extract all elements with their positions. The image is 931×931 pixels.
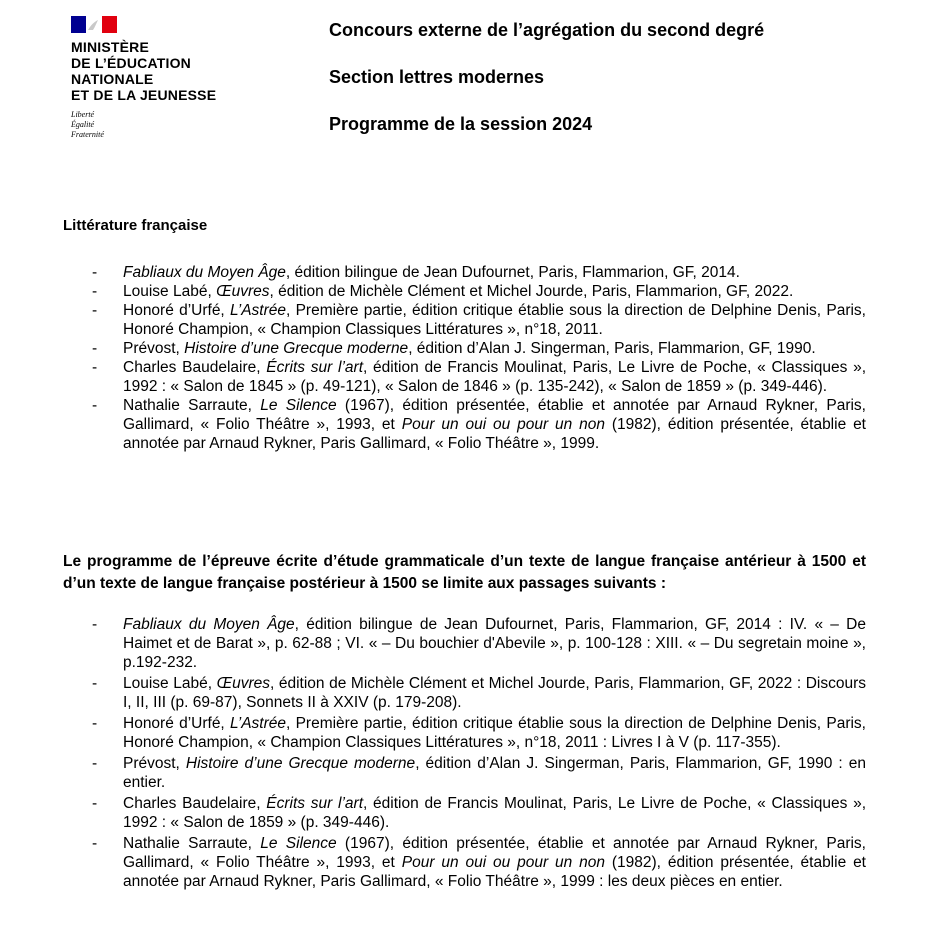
item-author: Nathalie Sarraute,	[123, 397, 261, 414]
item-title: Écrits sur l’art	[266, 795, 364, 812]
item-details: (1967), édition présentée, établie et annotée par Arnaud Rykner, Paris, Gallimard, « Folio Théâtre », 1993, et	[123, 397, 866, 433]
item-details: , édition de Francis Moulinat, Paris, Le Livre de Poche, « Classiques », 1992 : « Salon de 1859 » (p. 349-446).	[123, 795, 866, 831]
list-bullet: -	[92, 795, 98, 812]
grammaire-list	[92, 615, 866, 893]
list-bullet: -	[92, 264, 98, 281]
list-bullet: -	[92, 359, 98, 376]
document-header	[329, 18, 764, 159]
item-author: Charles Baudelaire,	[123, 359, 267, 376]
item-title: Pour un oui ou pour un non	[401, 416, 605, 433]
list-bullet: -	[92, 283, 98, 300]
item-title: Œuvres	[216, 283, 270, 300]
item-details: , Première partie, édition critique établie sous la direction de Delphine Denis, Paris, Honoré Champion, « Champion Classiques Littératures », n°18, 2011.	[123, 302, 866, 338]
grammaire-list-item	[92, 794, 866, 832]
litterature-list-item	[92, 301, 866, 339]
item-details: , édition de Michèle Clément et Michel Jourde, Paris, Flammarion, GF, 2022 : Discours I, II, III (p. 69-87), Sonnets II à XXIV (p. 179-208).	[123, 675, 867, 711]
item-title: Fabliaux du Moyen Âge	[123, 616, 295, 633]
item-author: Louise Labé,	[123, 675, 217, 692]
item-details: (1982), édition présentée, établie et annotée par Arnaud Rykner, Paris Gallimard, « Folio Théâtre », 1999.	[123, 416, 866, 452]
list-bullet: -	[92, 302, 98, 319]
marianne-flag-icon	[71, 16, 117, 33]
program-session: Programme de la session 2024	[329, 114, 593, 134]
litterature-list-item	[92, 396, 866, 453]
item-title: Fabliaux du Moyen Âge	[123, 264, 286, 281]
item-author: Honoré d’Urfé,	[123, 715, 230, 732]
section-heading-litterature: Littérature française	[63, 217, 208, 234]
list-bullet: -	[92, 755, 98, 772]
ministry-line: NATIONALE	[71, 71, 154, 87]
item-title: L’Astrée	[230, 302, 287, 319]
motto-line: Fraternité	[71, 130, 104, 139]
item-author: Louise Labé,	[123, 283, 217, 300]
item-author: Nathalie Sarraute,	[123, 835, 261, 852]
ministry-line: DE L’ÉDUCATION	[71, 55, 191, 71]
item-title: Histoire d’une Grecque moderne	[185, 755, 416, 772]
grammaire-list-item	[92, 674, 866, 712]
item-title: Le Silence	[260, 397, 337, 414]
item-author: Prévost,	[123, 755, 186, 772]
litterature-list-item	[92, 358, 866, 396]
list-bullet: -	[92, 675, 98, 692]
grammaire-list-item	[92, 834, 866, 891]
document-title: Concours externe de l’agrégation du second degré	[329, 20, 765, 40]
item-details: , édition de Francis Moulinat, Paris, Le Livre de Poche, « Classiques », 1992 : « Salon de 1845 » (p. 49-121), « Salon de 1846 » (p. 135-242), « Salon de 1859 » (p. 349-446).	[123, 359, 866, 395]
motto-line: Liberté	[71, 110, 95, 119]
item-author: Charles Baudelaire,	[123, 795, 267, 812]
item-title: Le Silence	[260, 835, 337, 852]
item-title: Pour un oui ou pour un non	[401, 854, 605, 871]
republic-motto	[71, 110, 104, 140]
list-bullet: -	[92, 616, 98, 633]
litterature-list-item	[92, 282, 866, 301]
item-details: (1982), édition présentée, établie et annotée par Arnaud Rykner, Paris Gallimard, « Folio Théâtre », 1999 : les deux pièces en entier.	[123, 854, 866, 890]
ministry-line: MINISTÈRE	[71, 39, 150, 55]
grammaire-intro: Le programme de l’épreuve écrite d’étude grammaticale d’un texte de langue française antérieur à 1500 et d’un texte de langue française postérieur à 1500 se limite aux passages suivants :	[63, 553, 866, 592]
list-bullet: -	[92, 835, 98, 852]
motto-line: Égalité	[71, 120, 95, 129]
item-author: Honoré d’Urfé,	[123, 302, 230, 319]
list-bullet: -	[92, 397, 98, 414]
item-details: , édition bilingue de Jean Dufournet, Paris, Flammarion, GF, 2014.	[285, 264, 740, 281]
item-title: Histoire d’une Grecque moderne	[184, 340, 409, 357]
item-details: , édition de Michèle Clément et Michel Jourde, Paris, Flammarion, GF, 2022.	[269, 283, 794, 300]
item-title: Œuvres	[216, 675, 270, 692]
litterature-list-item	[92, 339, 866, 358]
ministry-name	[71, 39, 216, 103]
item-title: Écrits sur l’art	[266, 359, 364, 376]
litterature-list	[92, 263, 866, 453]
litterature-list-item	[92, 263, 866, 282]
item-details: , Première partie, édition critique établie sous la direction de Delphine Denis, Paris, Honoré Champion, « Champion Classiques Littératures », n°18, 2011 : Livres I à V (p. 117-355).	[123, 715, 866, 751]
item-details: , édition d’Alan J. Singerman, Paris, Flammarion, GF, 1990.	[408, 340, 816, 357]
grammaire-list-item	[92, 714, 866, 752]
ministry-line: ET DE LA JEUNESSE	[71, 87, 217, 103]
item-author: Prévost,	[123, 340, 185, 357]
list-bullet: -	[92, 715, 98, 732]
item-title: L’Astrée	[230, 715, 287, 732]
grammaire-list-item	[92, 615, 866, 672]
item-details: (1967), édition présentée, établie et annotée par Arnaud Rykner, Paris, Gallimard, « Folio Théâtre », 1993, et	[123, 835, 866, 871]
item-details: , édition d’Alan J. Singerman, Paris, Flammarion, GF, 1990 : en entier.	[123, 755, 867, 791]
grammaire-list-item	[92, 754, 866, 792]
list-bullet: -	[92, 340, 98, 357]
item-details: , édition bilingue de Jean Dufournet, Paris, Flammarion, GF, 2014 : IV. « – De Haimet et de Barat », p. 62-88 ; VI. « – Du bouchier d'Abevile », p. 100-128 : XIII. « – Du segretain moine », p.192-232.	[123, 616, 866, 671]
section-name: Section lettres modernes	[329, 67, 545, 87]
